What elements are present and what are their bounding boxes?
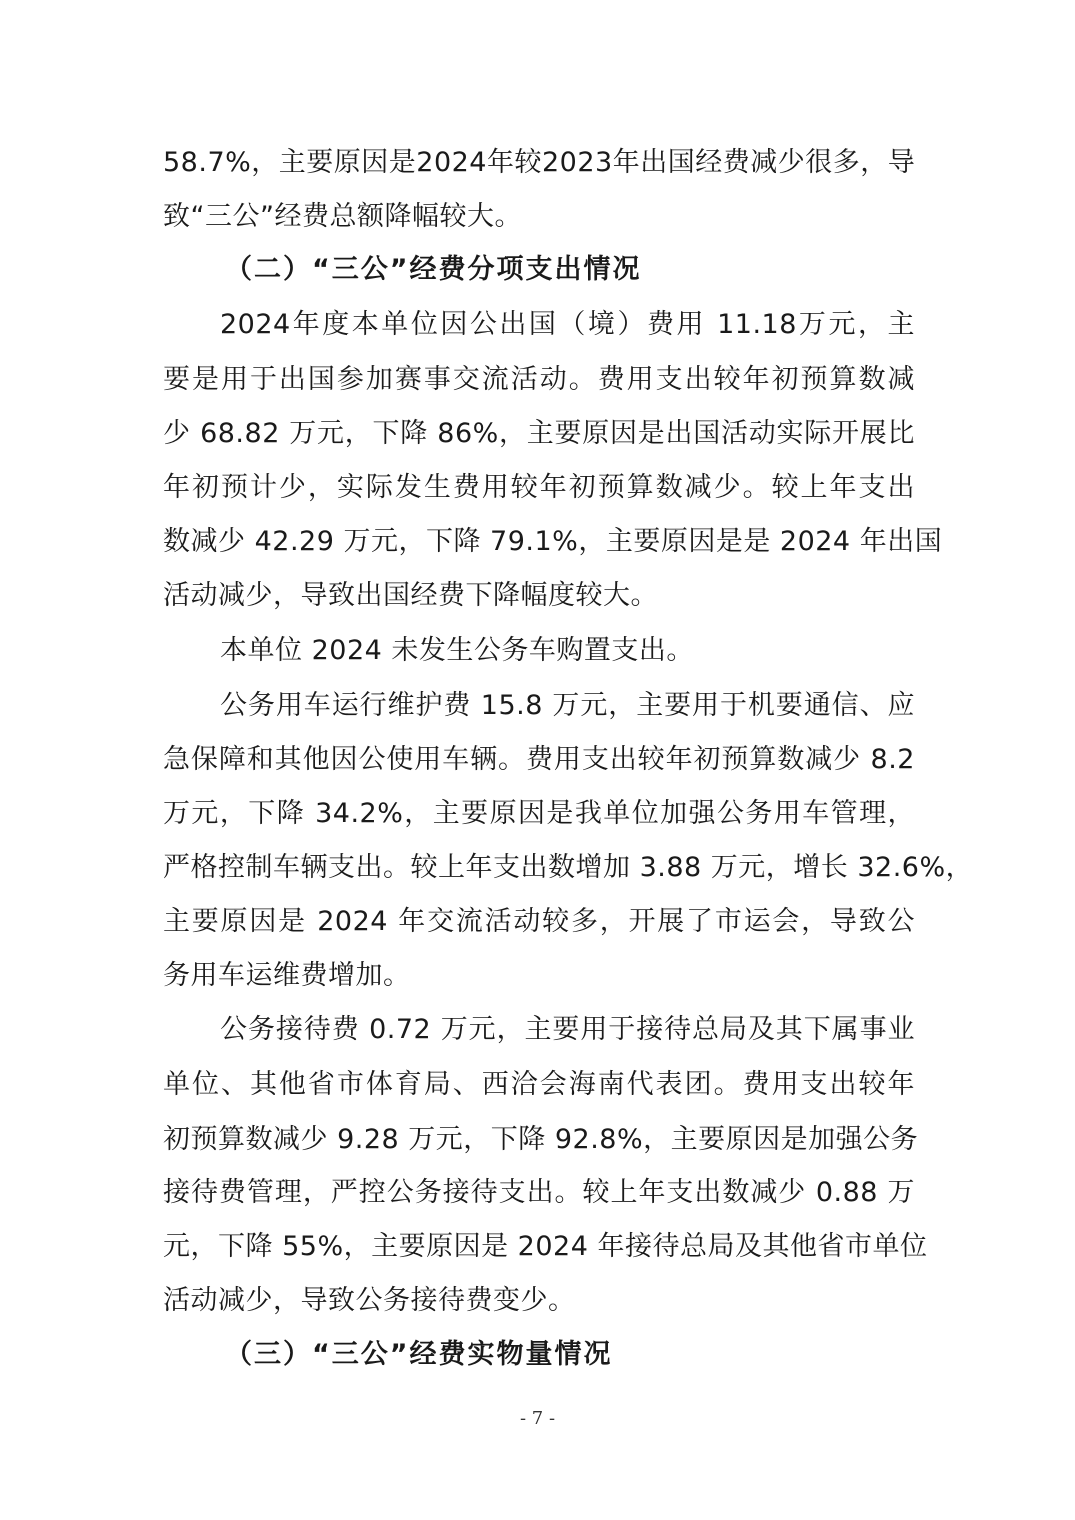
paragraph-line-6: 少 68.82 万元，下降 86%，主要原因是出国活动实际开展比 bbox=[163, 418, 915, 449]
paragraph-line-21: 元，下降 55%，主要原因是 2024 年接待总局及其他省市单位 bbox=[163, 1231, 928, 1262]
paragraph-line-1: 58.7%，主要原因是2024年较2023年出国经费减少很多，导 bbox=[163, 147, 916, 178]
page-number: - 7 - bbox=[519, 1408, 556, 1429]
section-heading-3: （三）“三公”经费实物量情况 bbox=[225, 1339, 613, 1370]
paragraph-line-10: 本单位 2024 未发生公务车购置支出。 bbox=[220, 635, 694, 666]
paragraph-line-20: 接待费管理，严控公务接待支出。较上年支出数减少 0.88 万 bbox=[163, 1177, 915, 1208]
paragraph-line-15: 主要原因是 2024 年交流活动较多，开展了市运会，导致公 bbox=[163, 906, 915, 937]
paragraph-line-18: 单位、其他省市体育局、西洽会海南代表团。费用支出较年 bbox=[163, 1069, 915, 1100]
paragraph-line-2: 致“三公”经费总额降幅较大。 bbox=[163, 201, 522, 232]
paragraph-line-4: 2024年度本单位因公出国（境）费用 11.18万元，主 bbox=[220, 309, 915, 340]
paragraph-line-5: 要是用于出国参加赛事交流活动。费用支出较年初预算数减 bbox=[163, 364, 915, 395]
paragraph-line-19: 初预算数减少 9.28 万元，下降 92.8%，主要原因是加强公务 bbox=[163, 1124, 919, 1155]
paragraph-line-8: 数减少 42.29 万元，下降 79.1%，主要原因是是 2024 年出国 bbox=[163, 526, 943, 557]
paragraph-line-13: 万元，下降 34.2%，主要原因是我单位加强公务用车管理， bbox=[163, 798, 915, 829]
section-heading-2: （二）“三公”经费分项支出情况 bbox=[225, 254, 642, 285]
paragraph-line-22: 活动减少，导致公务接待费变少。 bbox=[163, 1285, 576, 1316]
paragraph-line-12: 急保障和其他因公使用车辆。费用支出较年初预算数减少 8.2 bbox=[163, 744, 915, 775]
paragraph-line-11: 公务用车运行维护费 15.8 万元，主要用于机要通信、应 bbox=[220, 690, 915, 721]
paragraph-line-17: 公务接待费 0.72 万元，主要用于接待总局及其下属事业 bbox=[220, 1014, 915, 1045]
paragraph-line-14: 严格控制车辆支出。较上年支出数增加 3.88 万元，增长 32.6%， bbox=[163, 852, 974, 883]
paragraph-line-9: 活动减少，导致出国经费下降幅度较大。 bbox=[163, 580, 658, 611]
paragraph-line-16: 务用车运维费增加。 bbox=[163, 960, 411, 991]
paragraph-line-7: 年初预计少，实际发生费用较年初预算数减少。较上年支出 bbox=[163, 472, 915, 503]
